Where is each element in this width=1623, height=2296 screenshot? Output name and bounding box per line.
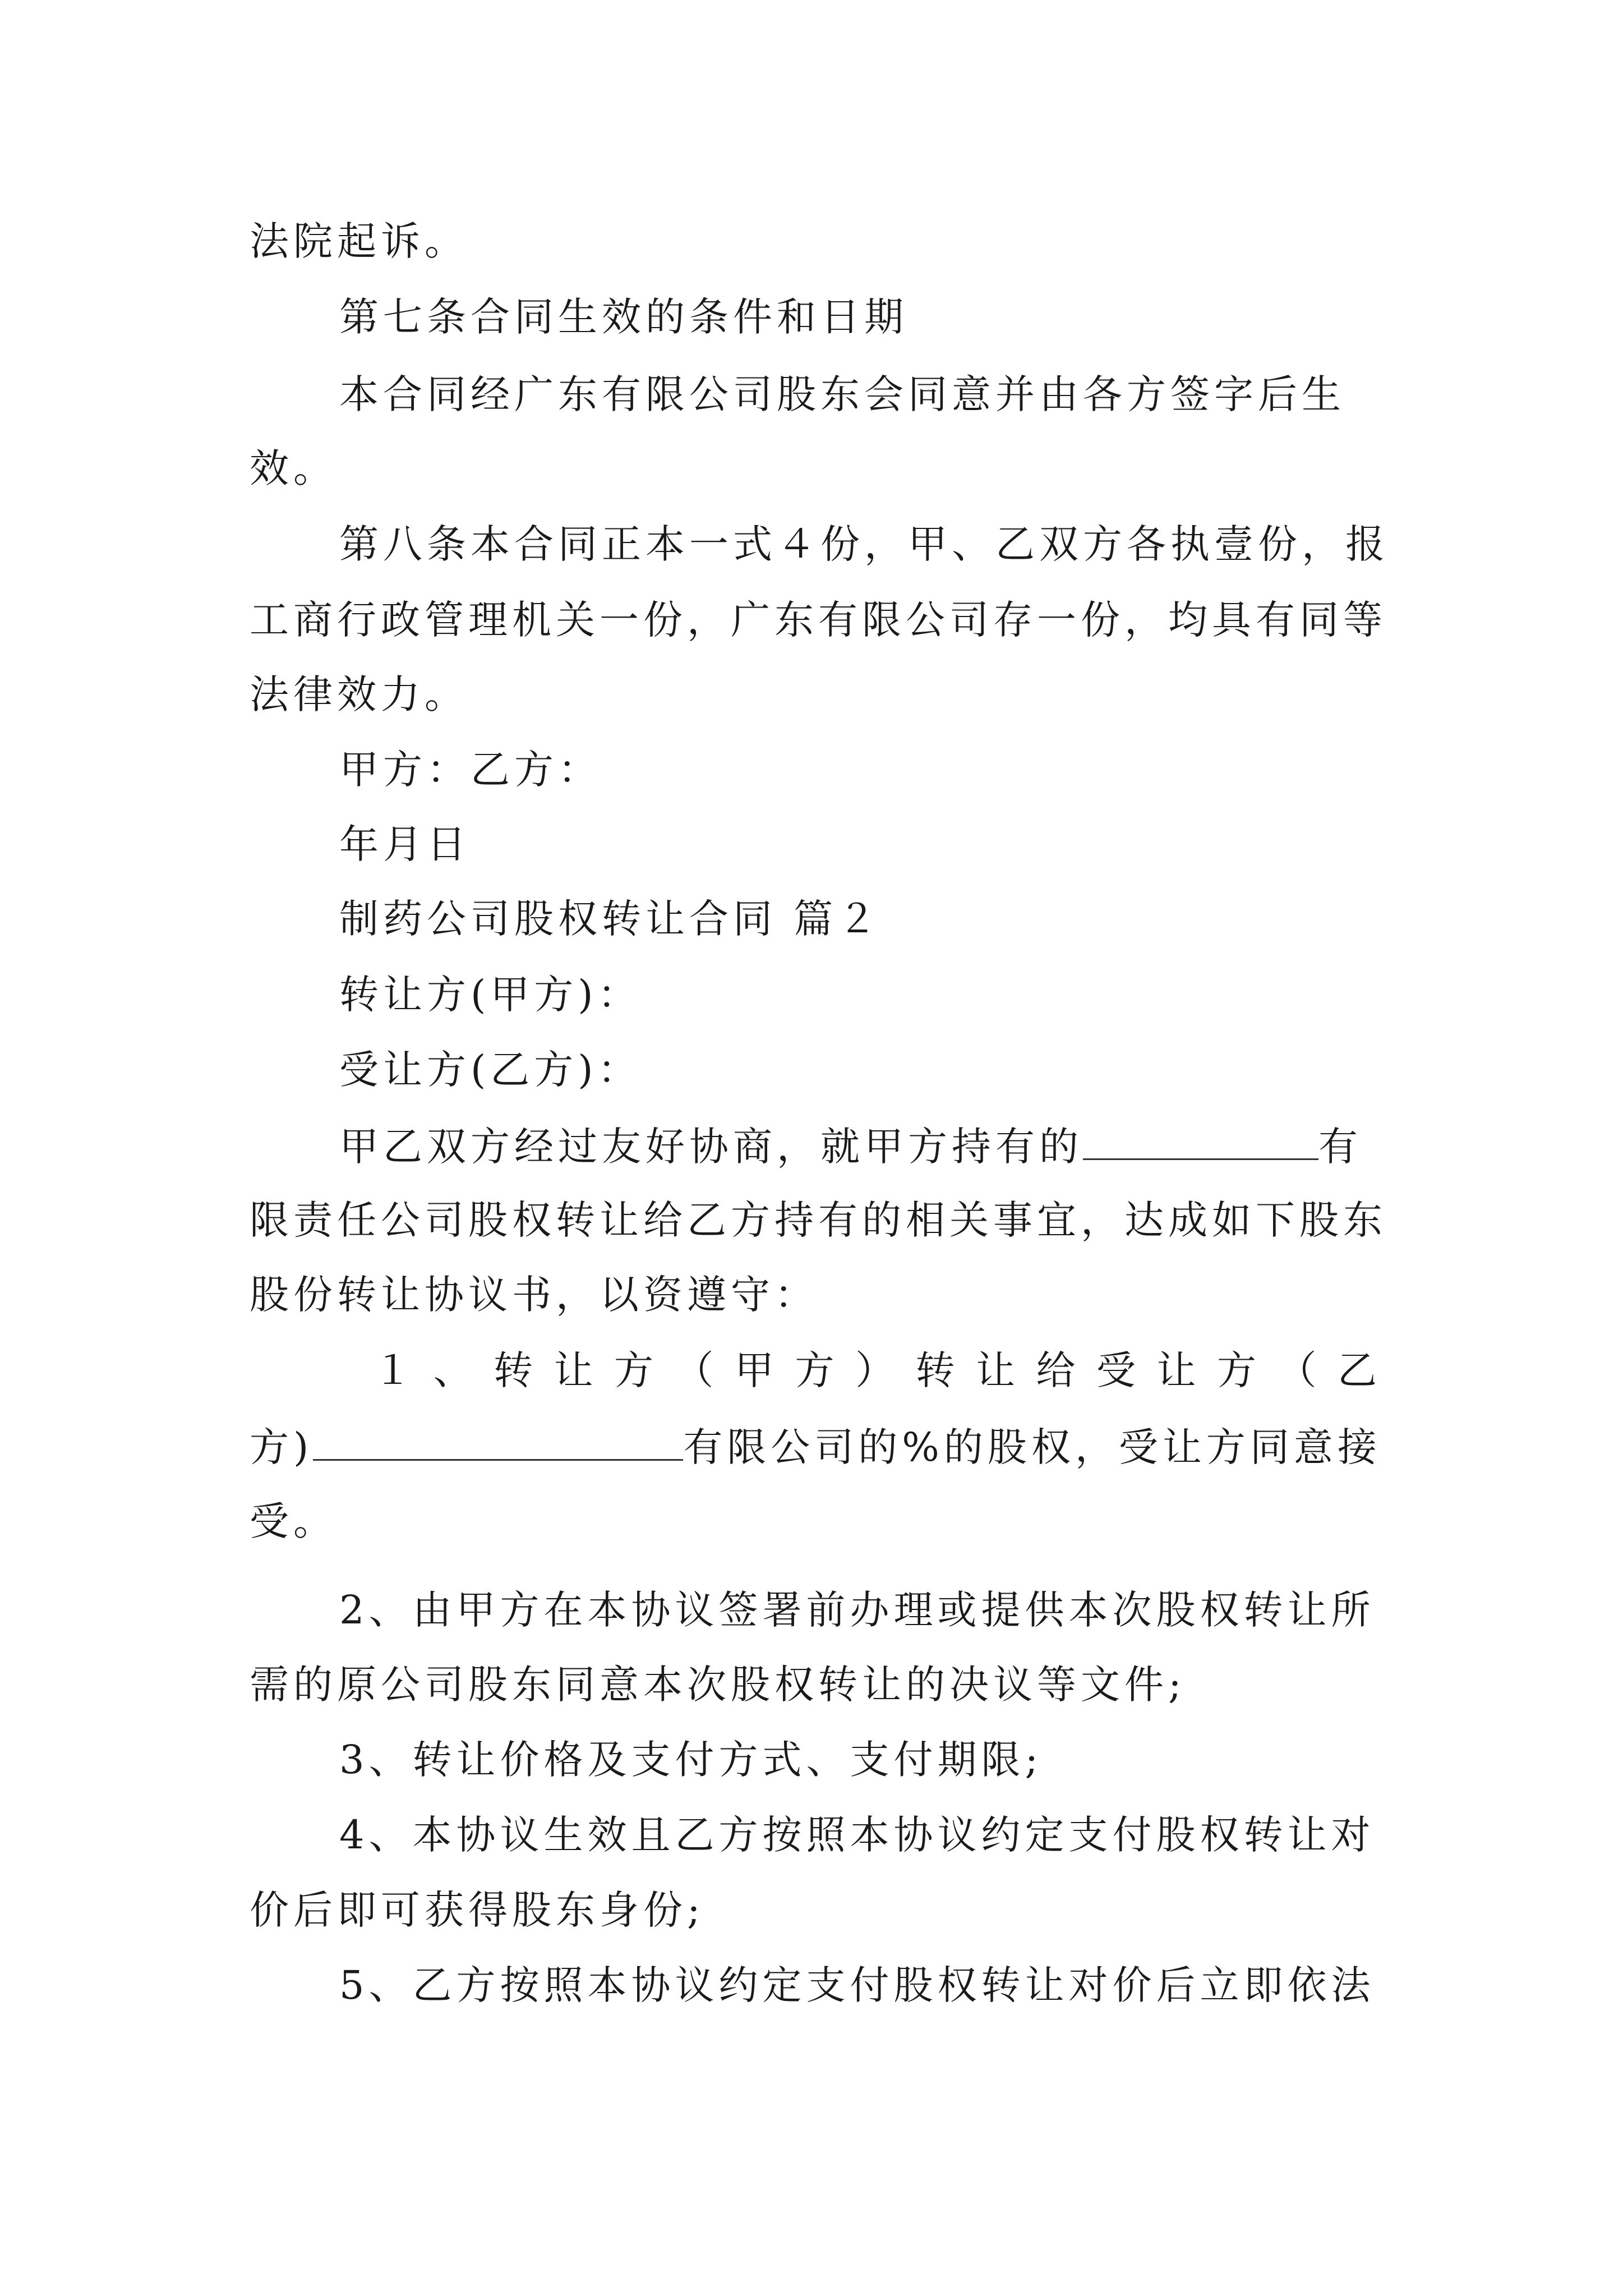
clause-line: 3、转让价格及支付方式、支付期限;	[339, 1737, 1043, 1783]
document-title: 制药公司股权转让合同 篇２	[339, 896, 882, 942]
transferee-line: 受让方(乙方)：	[339, 1047, 642, 1093]
fill-blank	[1083, 1126, 1318, 1160]
text-line: 法律效力。	[250, 671, 468, 717]
text-line: 股份转让协议书，以资遵守：	[250, 1272, 818, 1318]
text-line: 需的原公司股东同意本次股权转让的决议等文件;	[250, 1662, 1186, 1708]
date-line: 年月日	[339, 821, 471, 867]
text-segment: 甲乙双方经过友好协商，就甲方持有的	[339, 1124, 1083, 1170]
signature-line: 甲方：乙方：	[339, 747, 602, 793]
clause-line: １ 、 转 让 方 （ 甲 方 ） 转 让 给 受 让 方 （ 乙	[373, 1347, 1377, 1393]
text-line: 本合同经广东有限公司股东会同意并由各方签字后生	[339, 371, 1345, 417]
text-line: 第八条本合同正本一式４份，甲、乙双方各执壹份，报	[339, 521, 1389, 567]
transferor-line: 转让方(甲方)：	[339, 972, 642, 1018]
text-line: 效。	[250, 445, 337, 491]
text-segment: 方)	[250, 1424, 313, 1470]
text-segment: 有	[1318, 1124, 1362, 1170]
text-line	[250, 1424, 1381, 1470]
text-line: 价后即可获得股东身份;	[250, 1887, 705, 1933]
fill-blank	[313, 1427, 683, 1461]
text-segment: 有限公司的%的股权，受让方同意接	[683, 1424, 1381, 1470]
text-line: 工商行政管理机关一份，广东有限公司存一份，均具有同等	[250, 597, 1387, 643]
clause-line: 2、由甲方在本协议签署前办理或提供本次股权转让所	[339, 1587, 1375, 1633]
text-line: 法院起诉。	[250, 218, 468, 264]
text-line: 受。	[250, 1498, 337, 1544]
section-heading: 第七条合同生效的条件和日期	[339, 294, 908, 340]
clause-line: 4、本协议生效且乙方按照本协议约定支付股权转让对	[339, 1812, 1375, 1858]
text-line: 限责任公司股权转让给乙方持有的相关事宜，达成如下股东	[250, 1197, 1387, 1243]
text-line	[339, 1124, 1362, 1170]
clause-line: 5、乙方按照本协议约定支付股权转让对价后立即依法	[339, 1962, 1375, 2008]
